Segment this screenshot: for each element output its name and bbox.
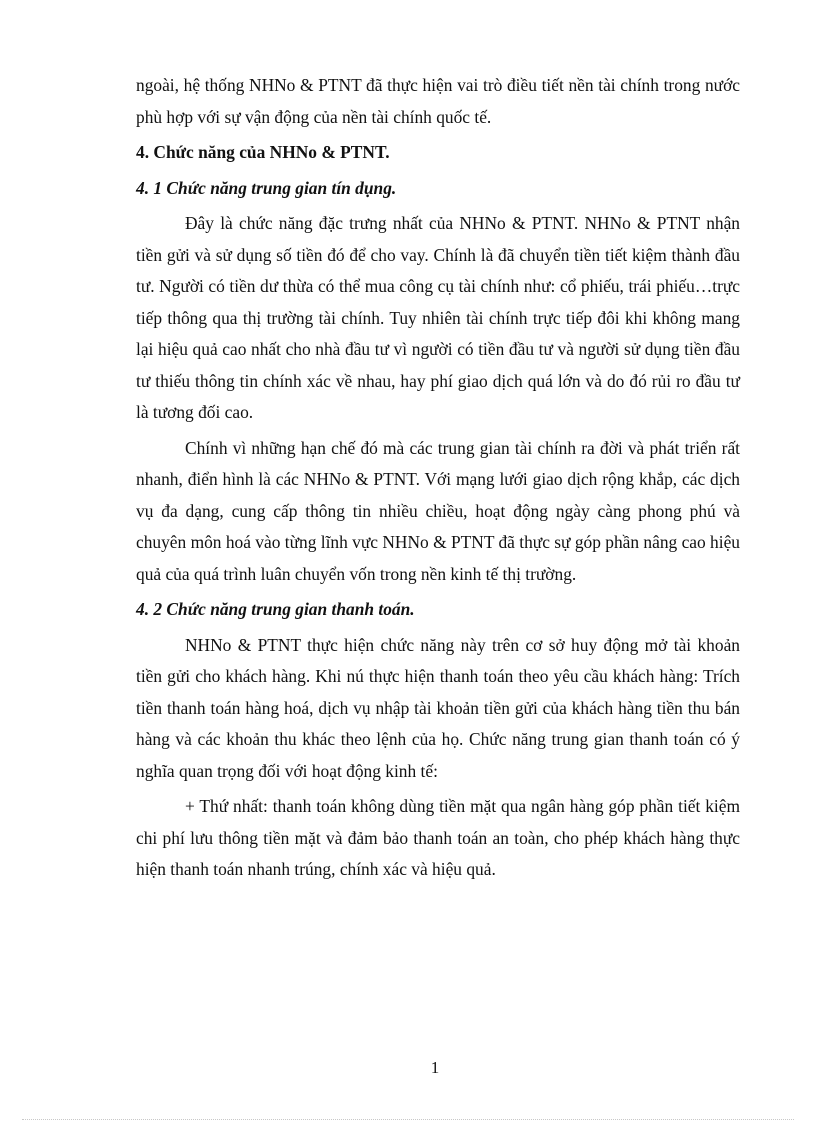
section-heading: 4. Chức năng của NHNo & PTNT. (136, 142, 390, 162)
paragraph-payment-first-point: + Thứ nhất: thanh toán không dùng tiền mặt qua ngân hàng góp phần tiết kiệm chi phí lưu thông tiền mặt và đảm bảo thanh toán an toàn, cho phép khách hàng thực hiện thanh toán nhanh trúng, chính xác và hiệu quả. (136, 796, 740, 879)
paragraph-payment-intro: NHNo & PTNT thực hiện chức năng này trên cơ sở huy động mở tài khoản tiền gửi cho khách hàng. Khi nú thực hiện thanh toán theo yêu cầu khách hàng: Trích tiền thanh toán hàng hoá, dịch vụ nhập tài khoản tiền gửi của khách hàng tiền thu bán hàng và các khoản thu khác theo lệnh của họ. Chức năng trung gian thanh toán có ý nghĩa quan trọng đối với hoạt động kinh tế: (136, 634, 740, 781)
paragraph-credit-limits: Chính vì những hạn chế đó mà các trung gian tài chính ra đời và phát triển rất nhanh, điển hình là các NHNo & PTNT. Với mạng lưới giao dịch rộng khắp, các dịch vụ đa dạng, cung cấp thông tin nhiều chiều, hoạt động ngày càng phong phú và chuyên môn hoá vào từng lĩnh vực NHNo & PTNT đã thực sự góp phần nâng cao hiệu quả của quá trình luân chuyển vốn trong nền kinh tế thị trường. (136, 437, 740, 584)
subsection-heading-credit: 4. 1 Chức năng trung gian tín dụng. (136, 177, 397, 198)
footer-divider (22, 1119, 794, 1120)
page-number: 1 (430, 1058, 440, 1077)
paragraph-continuation: ngoài, hệ thống NHNo & PTNT đã thực hiện vai trò điều tiết nền tài chính trong nước phù hợp với sự vận động của nền tài chính quốc tế. (136, 75, 740, 127)
document-body (136, 70, 740, 890)
paragraph-credit-intro: Đây là chức năng đặc trưng nhất của NHNo & PTNT. NHNo & PTNT nhận tiền gửi và sử dụng số tiền đó để cho vay. Chính là đã chuyển tiền tiết kiệm thành đầu tư. Người có tiền dư thừa có thể mua công cụ tài chính như: cổ phiếu, trái phiếu…trực tiếp thông qua thị trường tài chính. Tuy nhiên tài chính trực tiếp đôi khi không mang lại hiệu quả cao nhất cho nhà đầu tư vì người có tiền đầu tư và người sử dụng tiền đầu tư thiếu thông tin chính xác về nhau, hay phí giao dịch quá lớn và do đó rủi ro đầu tư là tương đối cao. (136, 213, 740, 422)
subsection-heading-payment: 4. 2 Chức năng trung gian thanh toán. (136, 599, 415, 619)
